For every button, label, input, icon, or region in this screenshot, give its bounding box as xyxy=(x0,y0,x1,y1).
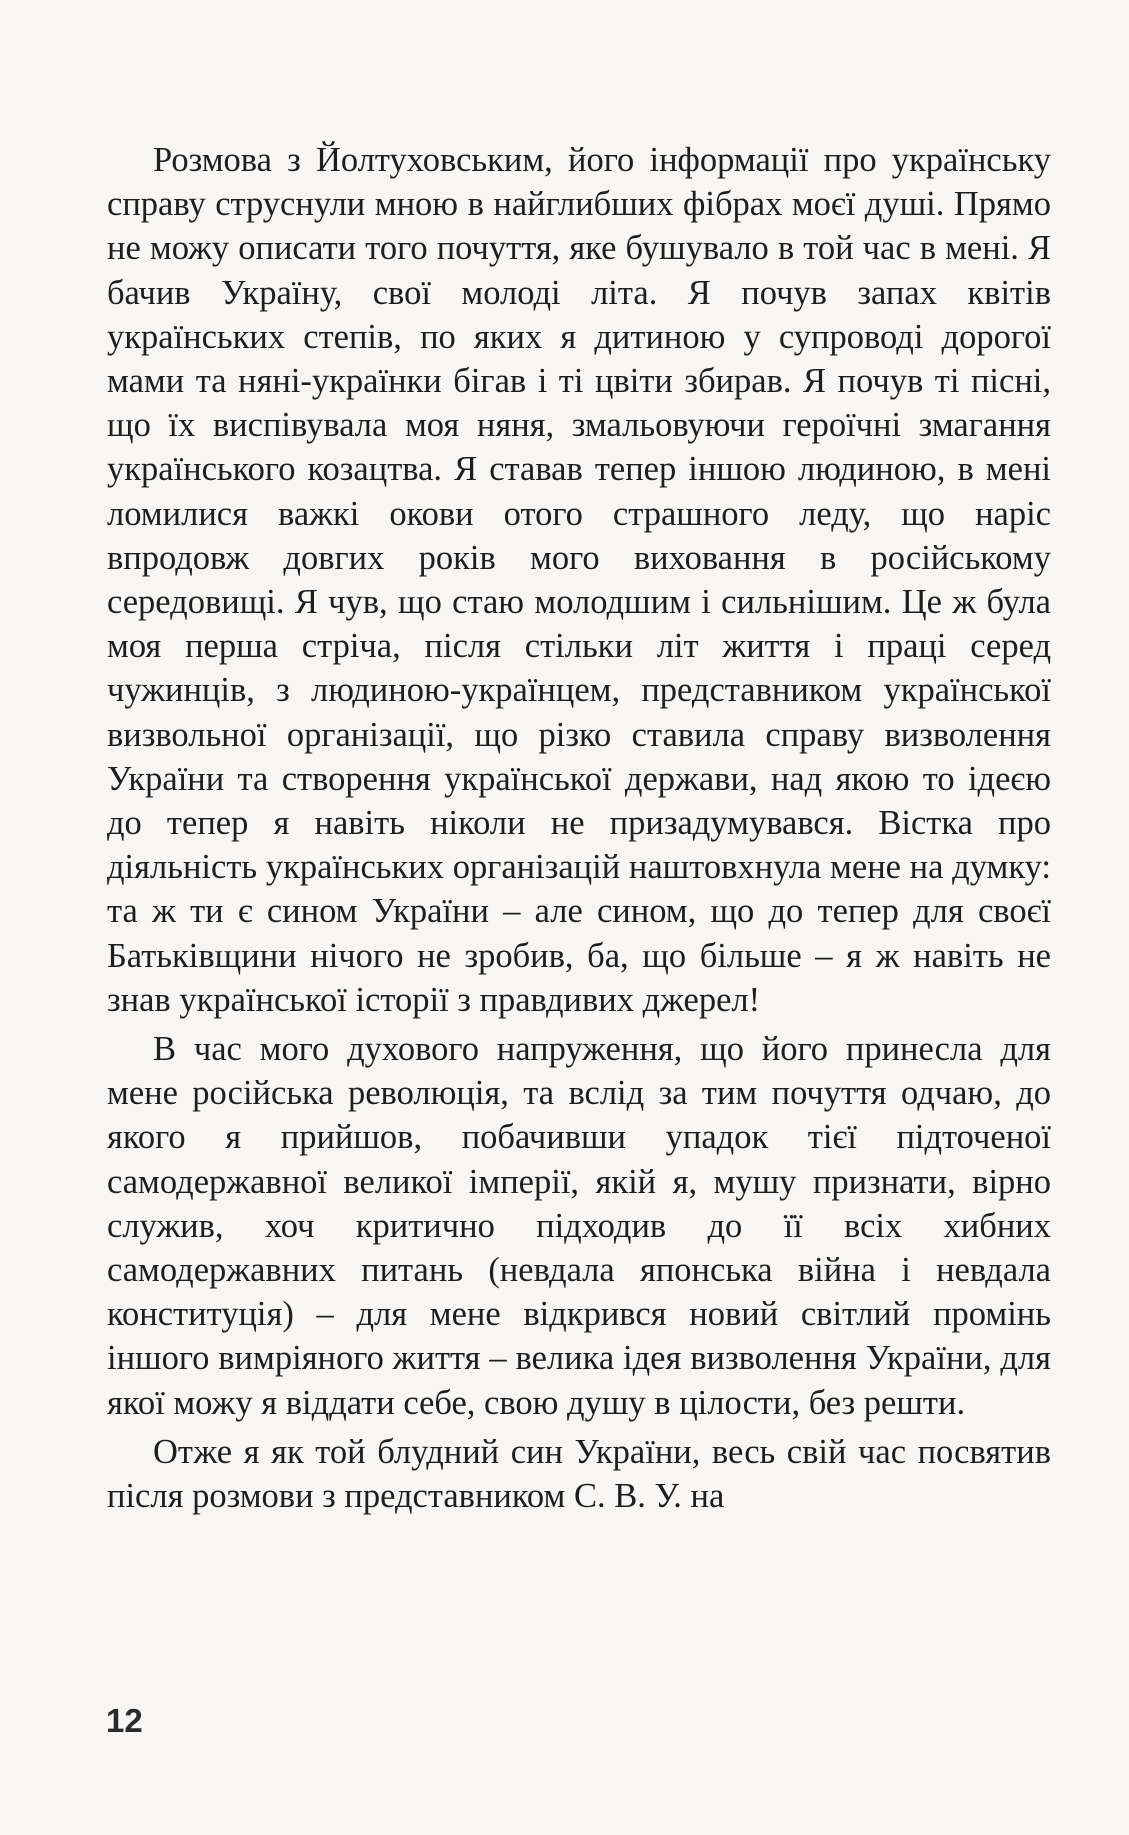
paragraph-3: Отже я як той блудний син України, весь свій час посвятив після розмови з представником С. В. У. на xyxy=(107,1432,1051,1516)
paragraph-2: В час мого духового напруження, що його принесла для мене російська революція, та вслід за тим почуття одчаю, до якого я прийшов, побачивши упадок тієї підточеної самодержавної великої імперії, якій я, мушу признати, вірно служив, хоч критично підходив до її всіх хибних самодержавних питань (невдала японська війна і невдала конституція) – для мене відкрився новий світлий промінь іншого вимріяного життя – велика ідея визволення України, для якої можу я віддати себе, свою душу в цілости, без решти. xyxy=(107,1030,1051,1422)
body-text xyxy=(107,138,1051,1523)
page-number: 12 xyxy=(106,1702,143,1739)
paragraph-1: Розмова з Йолтуховським, його інформації про українську справу струснули мною в найглибших фібрах моєї душі. Прямо не можу описати того почуття, яке бушувало в той час в мені. Я бачив Україну, свої молоді літа. Я почув запах квітів українських степів, по яких я дитиною у супроводі дорогої мами та няні-українки бігав і ті цвіти збирав. Я почув ті пісні, що їх виспівувала моя няня, змальовуючи героїчні змагання українського козацтва. Я ставав тепер іншою людиною, в мені ломилися важкі окови отого страшного леду, що наріс впродовж довгих років мого виховання в російському середовищі. Я чув, що стаю молодшим і сильнішим. Це ж була моя перша стріча, після стільки літ життя і праці серед чужинців, з людиною-українцем, представником української визвольної організації, що різко ставила справу визволення України та створення української держави, над якою то ідеєю до тепер я навіть ніколи не призадумувався. Вістка про діяльність українських організацій наштовхнула мене на думку: та ж ти є сином України – але сином, що до тепер для своєї Батьківщини нічого не зробив, ба, що більше – я ж навіть не знав української історії з правдивих джерел! xyxy=(107,141,1051,1019)
